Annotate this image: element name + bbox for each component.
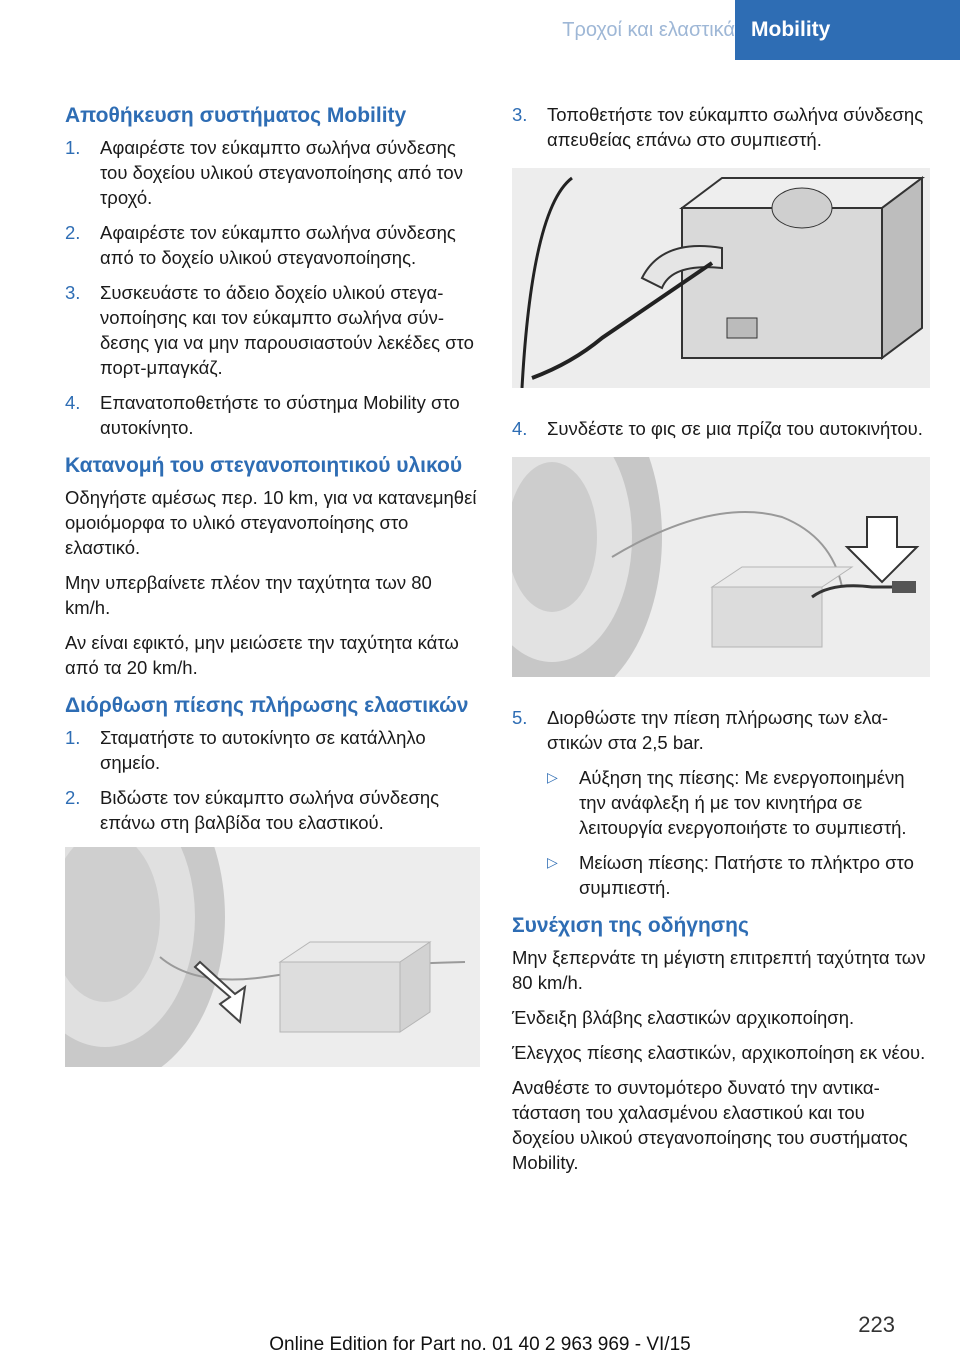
page-header bbox=[0, 0, 960, 62]
storage-heading: Αποθήκευση συστήματος Mobility bbox=[65, 104, 407, 127]
section-title: Τροχοί και ελαστικά bbox=[562, 19, 735, 41]
figure-power-plug bbox=[512, 457, 930, 677]
list-item: 2. Αφαιρέστε τον εύκαμπτο σωλήνα σύνδεσης από το δοχείο υλικού στεγανοποίησης. bbox=[65, 222, 456, 268]
pressure-steps bbox=[65, 725, 480, 835]
list-item: 4. Επανατοποθετήστε το σύστημα Mobility στο αυτοκίνητο. bbox=[65, 392, 460, 438]
sub-steps bbox=[547, 765, 930, 900]
list-item: 3. Συσκευάστε το άδειο δοχείο υλικού στεγανοποίησης και τον εύκαμπτο σωλήνα σύνδεσης για να μην παρουσιαστούν λεκέδες στο πορτ-μπαγκάζ. bbox=[65, 282, 474, 378]
edition-note: Online Edition for Part no. 01 40 2 963 969 - VI/15 bbox=[269, 1334, 691, 1355]
paragraph: Αν είναι εφικτό, μην μειώσετε την ταχύτητα κάτω από τα 20 km/h. bbox=[65, 632, 459, 678]
list-item: 1. Αφαιρέστε τον εύκαμπτο σωλήνα σύνδεσης του δοχείου υλικού στεγανοποίησης από τον τροχό. bbox=[65, 137, 463, 208]
list-item: ▷ Μείωση πίεσης: Πατήστε το πλήκτρο στο συμπιεστή. bbox=[547, 852, 914, 898]
steps-continued-2 bbox=[512, 416, 930, 441]
list-item: 2. Βιδώστε τον εύκαμπτο σωλήνα σύνδεσης επάνω στη βαλβίδα του ελαστικού. bbox=[65, 787, 440, 833]
list-item: 4. Συνδέστε το φις σε μια πρίζα του αυτοκινήτου. bbox=[512, 418, 923, 439]
right-column bbox=[512, 102, 930, 1185]
paragraph: Αναθέστε το συντομότερο δυνατό την αντικατάσταση του χαλασμένου ελαστικού και του δοχείου υλικού στεγανοποίησης του συστήματος Mobility. bbox=[512, 1077, 908, 1173]
left-column bbox=[65, 102, 480, 1095]
triangle-icon: ▷ bbox=[547, 769, 558, 785]
paragraph: Μην ξεπερνάτε τη μέγιστη επιτρεπτή ταχύτητα των 80 km/h. bbox=[512, 947, 926, 993]
paragraph: Οδηγήστε αμέσως περ. 10 km, για να κατανεμηθεί ομοιόμορφα το υλικό στεγανοποίησης στο ελαστικό. bbox=[65, 487, 477, 558]
list-item: 3. Τοποθετήστε τον εύκαμπτο σωλήνα σύνδεσης απευθείας επάνω στο συμπιεστή. bbox=[512, 104, 924, 150]
pressure-heading: Διόρθωση πίεσης πλήρωσης ελαστικών bbox=[65, 694, 469, 717]
distribution-heading: Κατανομή του στεγανοποιητικού υλικού bbox=[65, 454, 463, 477]
list-item: ▷ Αύξηση της πίεσης: Με ενεργοποιημένη την ανάφλεξη ή με τον κινητήρα σε λειτουργία ενεργοποιήστε το συμπιεστή. bbox=[547, 767, 907, 838]
paragraph: Μην υπερβαίνετε πλέον την ταχύτητα των 80 km/h. bbox=[65, 572, 432, 618]
paragraph: Έλεγχος πίεσης ελαστικών, αρχικοποίηση εκ νέου. bbox=[512, 1042, 926, 1063]
steps-continued-3 bbox=[512, 705, 930, 755]
list-item: 5. Διορθώστε την πίεση πλήρωσης των ελαστικών στα 2,5 bar. bbox=[512, 707, 889, 753]
page-footer bbox=[0, 1312, 960, 1362]
figure-valve-connection bbox=[65, 847, 480, 1067]
triangle-icon: ▷ bbox=[547, 854, 558, 870]
continue-heading: Συνέχιση της οδήγησης bbox=[512, 914, 749, 937]
steps-continued bbox=[512, 102, 930, 152]
list-item: 1. Σταματήστε το αυτοκίνητο σε κατάλληλο σημείο. bbox=[65, 727, 426, 773]
storage-steps bbox=[65, 135, 480, 440]
paragraph: Ένδειξη βλάβης ελαστικών αρχικοποίηση. bbox=[512, 1007, 855, 1028]
chapter-tab: Mobility bbox=[735, 0, 960, 60]
page-number: 223 bbox=[858, 1312, 895, 1337]
figure-compressor-hose bbox=[512, 168, 930, 388]
